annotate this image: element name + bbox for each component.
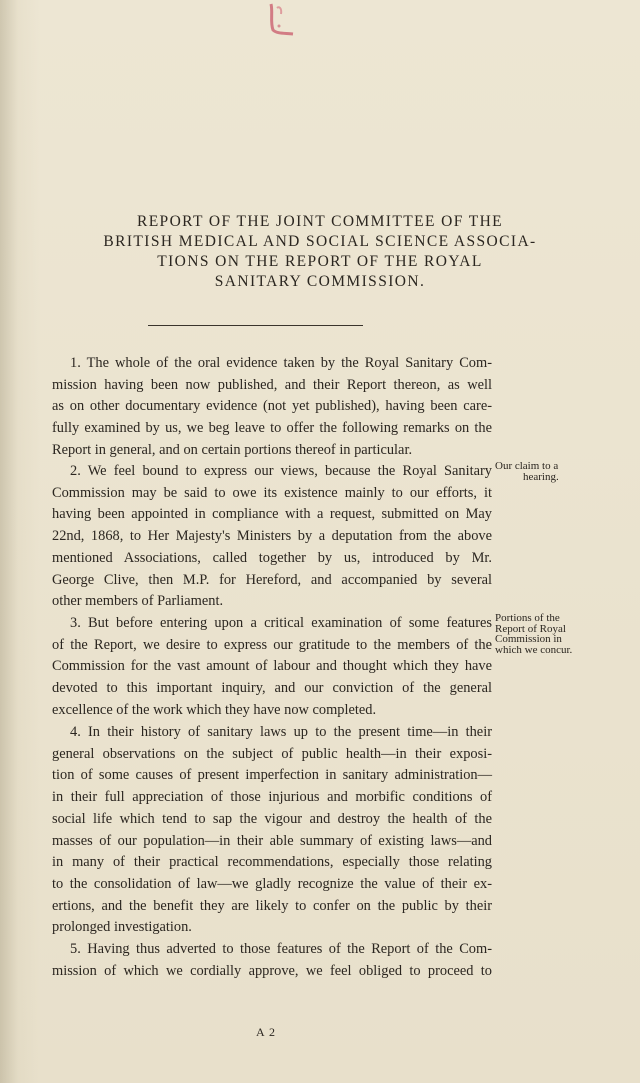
sidenote-line: Our claim to a	[495, 460, 559, 472]
paragraph-5	[52, 939, 492, 982]
text-line: George Clive, then M.P. for Hereford, and accompanied by several	[52, 571, 492, 588]
text-line: mission having been now published, and their Report thereon, as well	[52, 376, 492, 393]
title-line: TIONS ON THE REPORT OF THE ROYAL	[157, 253, 483, 270]
text-line: 22nd, 1868, to Her Majesty's Ministers by a deputation from the above	[52, 528, 492, 545]
text-line: tion of some causes of present imperfection in sanitary administration—	[52, 767, 492, 784]
text-line: 5. Having thus adverted to those features of the Report of the Com-	[70, 941, 492, 957]
sidenote-line: Portions of the	[495, 612, 560, 624]
text-line: ertions, and the benefit they are likely to confer on the public by their	[52, 897, 492, 914]
text-line: 3. But before entering upon a critical examination of some features	[70, 615, 492, 631]
text-line: to the consolidation of law—we gladly recognize the value of their ex-	[52, 875, 492, 892]
text-line: 2. We feel bound to express our views, because the Royal Sanitary	[70, 463, 492, 479]
text-line: social life which tend to sap the vigour and destroy the health of the	[52, 810, 492, 827]
page-signature: A 2	[256, 1025, 277, 1039]
title-divider	[148, 325, 363, 326]
title-line: SANITARY COMMISSION.	[214, 273, 426, 290]
text-line: mentioned Associations, called together by us, introduced by Mr.	[52, 549, 492, 566]
document-title	[40, 212, 600, 292]
sidenote-line: Commission in	[495, 633, 562, 645]
sidenote-line: hearing.	[523, 470, 559, 483]
text-line: Commission for the vast amount of labour and thought which they have	[52, 658, 492, 675]
text-line: having been appointed in compliance with a request, submitted on May	[52, 506, 492, 523]
text-line: mission of which we cordially approve, we feel obliged to proceed to	[52, 962, 492, 979]
paragraph-1	[52, 353, 492, 462]
text-line: of the Report, we desire to express our gratitude to the members of the	[52, 636, 492, 653]
text-line: in many of their practical recommendations, especially those relating	[52, 854, 492, 871]
sidenote-line: which we concur.	[495, 643, 573, 656]
ink-stamp-mark	[257, 0, 307, 42]
text-line: general observations on the subject of public health—in their exposi-	[52, 745, 492, 762]
text-line: as on other documentary evidence (not yet published), having been care-	[52, 398, 492, 415]
sidenote-line: Report of Royal	[495, 622, 566, 635]
text-line: excellence of the work which they have now completed.	[52, 701, 377, 718]
text-line: other members of Parliament.	[52, 593, 224, 610]
paragraph-4	[52, 722, 492, 939]
text-line: in their full appreciation of those injurious and morbific conditions of	[52, 789, 492, 806]
title-line: REPORT OF THE JOINT COMMITTEE OF THE	[136, 213, 504, 230]
text-line: Report in general, and on certain portions thereof in particular.	[52, 441, 413, 458]
text-line: 4. In their history of sanitary laws up to the present time—in their	[70, 724, 492, 740]
text-line: fully examined by us, we beg leave to offer the following remarks on the	[52, 420, 492, 437]
text-line: 1. The whole of the oral evidence taken by the Royal Sanitary Com-	[70, 355, 492, 371]
paragraph-2	[52, 461, 492, 613]
text-line: Commission may be said to owe its existence mainly to our efforts, it	[52, 484, 492, 501]
paragraph-3	[52, 613, 492, 722]
sidenote-1	[495, 461, 627, 482]
text-line: devoted to this important inquiry, and our conviction of the general	[52, 680, 492, 697]
title-line: BRITISH MEDICAL AND SOCIAL SCIENCE ASSOCIA-	[103, 233, 537, 250]
text-line: masses of our population—in their able summary of existing laws—and	[52, 832, 492, 849]
text-line: prolonged investigation.	[52, 919, 192, 936]
sidenote-2	[495, 613, 627, 655]
